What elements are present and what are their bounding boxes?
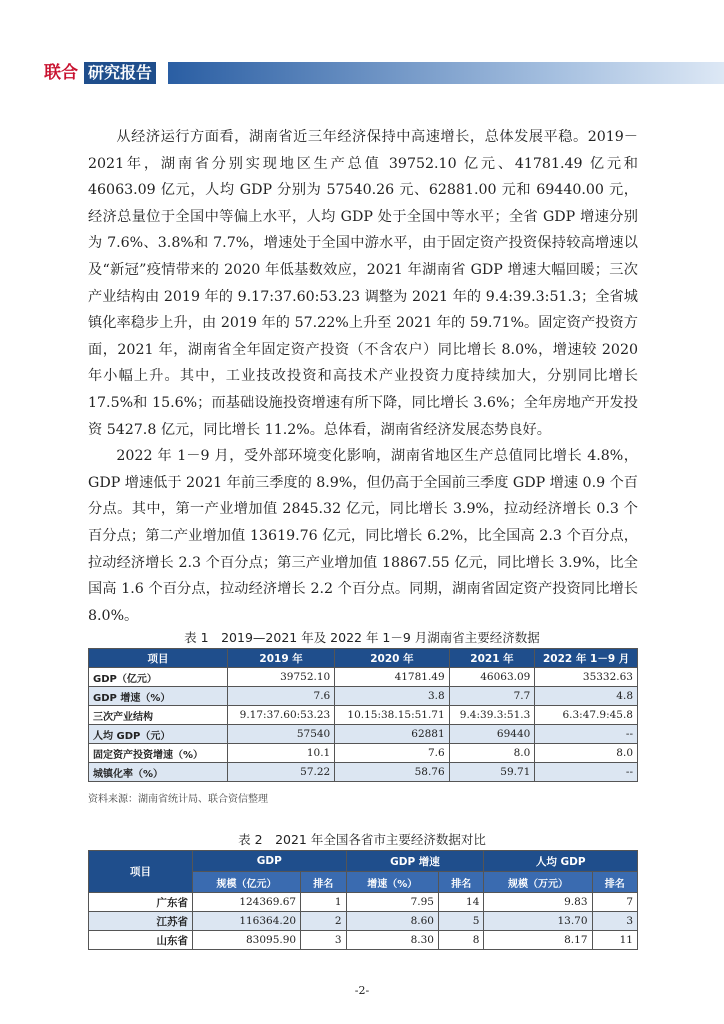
table2-subheader: 规模（万元）: [484, 872, 592, 893]
table-cell: 46063.09: [449, 668, 535, 687]
table-cell: 57.22: [228, 763, 335, 782]
table-cell: 4.8: [535, 687, 638, 706]
table-cell: GDP 增速（%）: [89, 687, 228, 706]
table-cell: 7.7: [449, 687, 535, 706]
table-cell: 3.8: [335, 687, 449, 706]
table-cell: 83095.90: [193, 931, 301, 950]
table1-header: 项目: [89, 649, 228, 668]
table-cell: 7.6: [335, 744, 449, 763]
table-cell: 5: [439, 912, 484, 931]
table-cell: 39752.10: [228, 668, 335, 687]
section-title: 研究报告: [84, 62, 156, 84]
table2-subheader: 排名: [439, 872, 484, 893]
table-cell: 124369.67: [193, 893, 301, 912]
table-row: [89, 931, 638, 950]
table-cell: 116364.20: [193, 912, 301, 931]
table-row: [89, 744, 638, 763]
table-cell: 35332.63: [535, 668, 638, 687]
table-cell: 山东省: [89, 931, 193, 950]
table-cell: 58.76: [335, 763, 449, 782]
table-cell: 7.6: [228, 687, 335, 706]
table-cell: 固定资产投资增速（%）: [89, 744, 228, 763]
brand-name: 联合: [44, 63, 78, 83]
table-cell: 8.0: [535, 744, 638, 763]
table-cell: 59.71: [449, 763, 535, 782]
table2-header: 项目: [89, 851, 193, 893]
table-cell: 城镇化率（%）: [89, 763, 228, 782]
table2-subheader: 排名: [301, 872, 346, 893]
table1-header: 2021 年: [449, 649, 535, 668]
table1-header: 2020 年: [335, 649, 449, 668]
table-cell: 62881: [335, 725, 449, 744]
table-cell: 三次产业结构: [89, 706, 228, 725]
table-cell: 8: [439, 931, 484, 950]
table-row: [89, 668, 638, 687]
table2: [88, 850, 638, 950]
table-row: [89, 687, 638, 706]
table2-group-header-row: [89, 851, 638, 872]
table-cell: 11: [592, 931, 637, 950]
table-cell: 9.17:37.60:53.23: [228, 706, 335, 725]
table-cell: --: [535, 763, 638, 782]
table-cell: 57540: [228, 725, 335, 744]
table-cell: GDP（亿元）: [89, 668, 228, 687]
table-cell: 9.4:39.3:51.3: [449, 706, 535, 725]
table1-header: 2019 年: [228, 649, 335, 668]
table2-subheader: 增速（%）: [346, 872, 438, 893]
body-text: [88, 124, 638, 629]
table-cell: 8.17: [484, 931, 592, 950]
paragraph-1: 从经济运行方面看，湖南省近三年经济保持中高速增长，总体发展平稳。2019－2021年，湖南省分别实现地区生产总值 39752.10 亿元、41781.49 亿元和 46063.09 亿元，人均 GDP 分别为 57540.26 元、62881.00 元和 69440.00 元，经济总量位于全国中等偏上水平，人均 GDP 处于全国中等水平；全省 GDP 增速分别为 7.6%、3.8%和 7.7%，增速处于全国中游水平，由于固定资产投资保持较高增速以及“新冠”疫情带来的 2020 年低基数效应，2021 年湖南省 GDP 增速大幅回暖；三次产业结构由 2019 年的 9.17:37.60:53.23 调整为 2021 年的 9.4:39.3:51.3；全省城镇化率稳步上升，由 2019 年的 57.22%上升至 2021 年的 59.71%。固定资产投资方面，2021 年，湖南省全年固定资产投资（不含农户）同比增长 8.0%，增速较 2020 年小幅上升。其中，工业技改投资和高技术产业投资力度持续加大，分别同比增长 17.5%和 15.6%；而基础设施投资增速有所下降，同比增长 3.6%；全年房地产开发投资 5427.8 亿元，同比增长 11.2%。总体看，湖南省经济发展态势良好。: [88, 129, 638, 438]
table1-header-row: [89, 649, 638, 668]
table-row: [89, 706, 638, 725]
table2-header: GDP 增速: [346, 851, 484, 872]
table2-subheader: 排名: [592, 872, 637, 893]
table2-header: GDP: [193, 851, 347, 872]
header-gradient-bar: [168, 62, 724, 84]
table-cell: 8.30: [346, 931, 438, 950]
table-cell: 8.60: [346, 912, 438, 931]
table2-subheader: 规模（亿元）: [193, 872, 301, 893]
table-cell: 6.3:47.9:45.8: [535, 706, 638, 725]
table-cell: 13.70: [484, 912, 592, 931]
table-cell: 10.1: [228, 744, 335, 763]
table1-header: 2022 年 1－9 月: [535, 649, 638, 668]
table-cell: 3: [301, 931, 346, 950]
table-cell: 人均 GDP（元）: [89, 725, 228, 744]
table-cell: 41781.49: [335, 668, 449, 687]
table-cell: --: [535, 725, 638, 744]
table-cell: 2: [301, 912, 346, 931]
table1: [88, 648, 638, 782]
table-cell: 8.0: [449, 744, 535, 763]
table-cell: 广东省: [89, 893, 193, 912]
table-cell: 69440: [449, 725, 535, 744]
table-row: [89, 912, 638, 931]
table-row: [89, 725, 638, 744]
table2-header: 人均 GDP: [484, 851, 638, 872]
table2-caption: 表 2 2021 年全国各省市主要经济数据对比: [238, 832, 486, 847]
table-cell: 10.15:38.15:51.71: [335, 706, 449, 725]
table-cell: 1: [301, 893, 346, 912]
table-cell: 14: [439, 893, 484, 912]
table-cell: 7.95: [346, 893, 438, 912]
table-cell: 江苏省: [89, 912, 193, 931]
table-cell: 7: [592, 893, 637, 912]
table-cell: 3: [592, 912, 637, 931]
table1-source: 资料来源：湖南省统计局、联合资信整理: [88, 794, 268, 805]
table-row: [89, 893, 638, 912]
table-cell: 9.83: [484, 893, 592, 912]
page-number: -2-: [354, 984, 370, 997]
paragraph-2: 2022 年 1－9 月，受外部环境变化影响，湖南省地区生产总值同比增长 4.8%，GDP 增速低于 2021 年前三季度的 8.9%，但仍高于全国前三季度 GDP 增速 0.9 个百分点。其中，第一产业增加值 2845.32 亿元，同比增长 3.9%，拉动经济增长 0.3 个百分点；第二产业增加值 13619.76 亿元，同比增长 6.2%，比全国高 2.3 个百分点，拉动经济增长 2.3 个百分点；第三产业增加值 18867.55 亿元，同比增长 3.9%，比全国高 1.6 个百分点，拉动经济增长 2.2 个百分点。同期，湖南省固定资产投资同比增长 8.0%。: [88, 448, 638, 624]
table-row: [89, 763, 638, 782]
table1-caption: 表 1 2019—2021 年及 2022 年 1－9 月湖南省主要经济数据: [184, 630, 540, 645]
report-header: [0, 60, 724, 86]
